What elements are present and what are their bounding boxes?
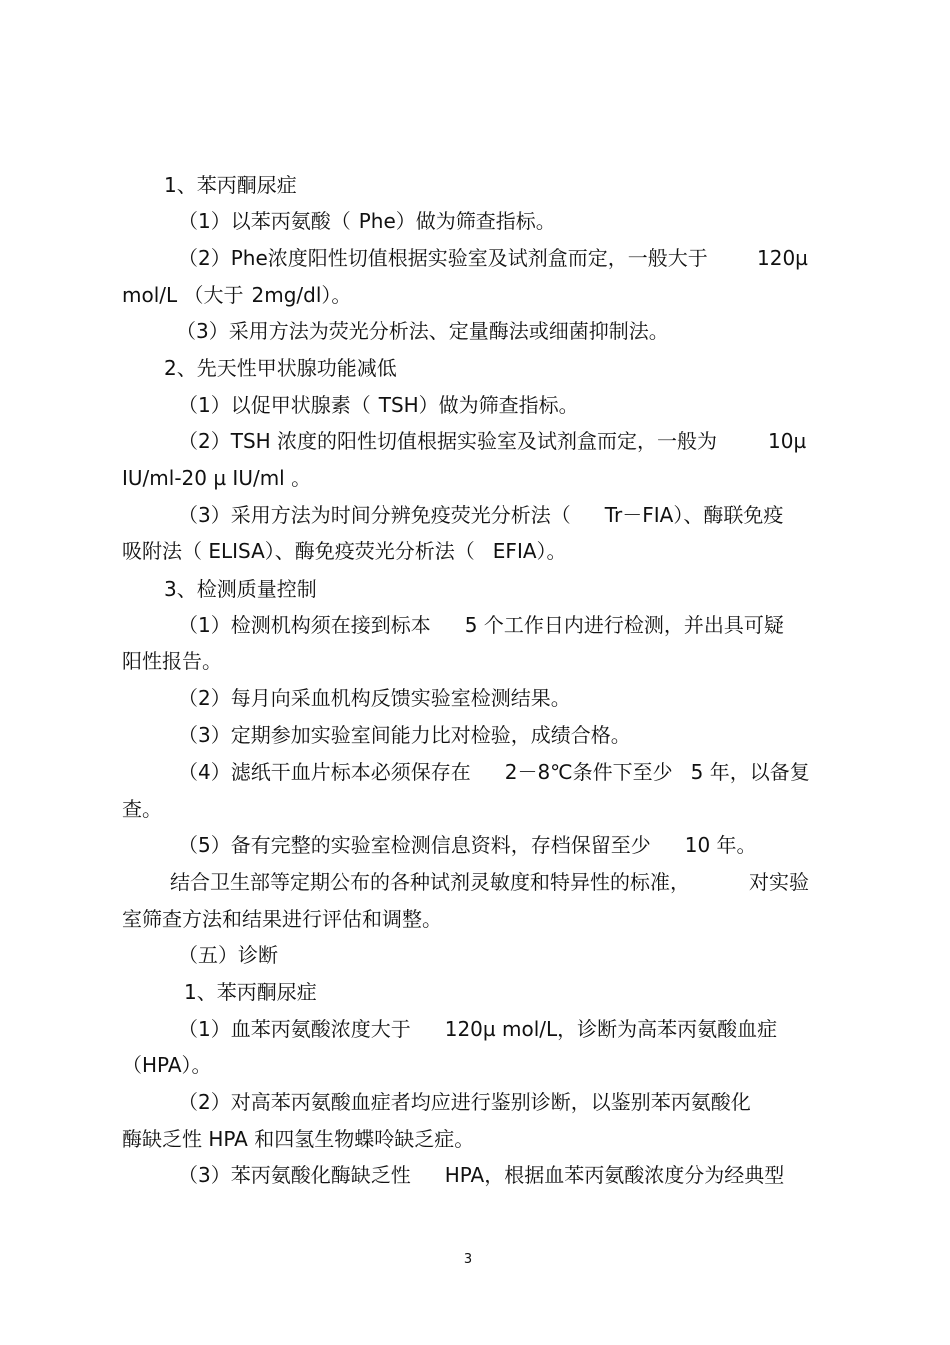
heading-pku-diagnosis: 1、苯丙酮尿症 [184, 980, 317, 1004]
heading-pku: 1、苯丙酮尿症 [164, 173, 297, 197]
paragraph-line: 酶缺乏性 HPA 和四氢生物蝶呤缺乏症。 [122, 1127, 475, 1151]
paragraph-line: （3）苯丙氨酸化酶缺乏性 HPA，根据血苯丙氨酸浓度分为经典型 [178, 1163, 785, 1187]
heading-hypothyroidism: 2、先天性甲状腺功能减低 [164, 356, 397, 380]
paragraph-line: 室筛查方法和结果进行评估和调整。 [122, 907, 442, 931]
paragraph-line: 结合卫生部等定期公布的各种试剂灵敏度和特异性的标准， [170, 870, 690, 894]
paragraph-line: （5）备有完整的实验室检测信息资料，存档保留至少 10 年。 [178, 833, 757, 857]
paragraph-line: 阳性报告。 [122, 649, 222, 673]
paragraph-line: 吸附法（ ELISA）、酶免疫荧光分析法（ EFIA）。 [122, 539, 567, 563]
paragraph-line-end: 10µ [768, 429, 807, 453]
paragraph-line: （1）血苯丙氨酸浓度大于 120µ mol/L，诊断为高苯丙氨酸血症 [178, 1017, 778, 1041]
paragraph-line: （2）每月向采血机构反馈实验室检测结果。 [178, 686, 571, 710]
paragraph-line: IU/ml-20 µ IU/ml 。 [122, 466, 312, 490]
paragraph-line: （1）以促甲状腺素（ TSH）做为筛查指标。 [178, 393, 579, 417]
paragraph-line: （3）采用方法为荧光分析法、定量酶法或细菌抑制法。 [176, 319, 669, 343]
paragraph-line-end: 120µ [757, 246, 808, 270]
paragraph-line-end: 对实验 [749, 870, 809, 894]
paragraph-line: 查。 [122, 797, 162, 821]
heading-quality-control: 3、检测质量控制 [164, 577, 317, 601]
paragraph-line: （3）定期参加实验室间能力比对检验，成绩合格。 [178, 723, 631, 747]
paragraph-line: （1）以苯丙氨酸（ Phe）做为筛查指标。 [178, 209, 556, 233]
paragraph-line: （3）采用方法为时间分辨免疫荧光分析法（ Tr－FIA）、酶联免疫 [178, 503, 784, 527]
paragraph-line: （2）Phe浓度阳性切值根据实验室及试剂盒而定，一般大于 [178, 246, 708, 270]
section-heading-diagnosis: （五）诊断 [178, 943, 278, 967]
paragraph-line: （2）对高苯丙氨酸血症者均应进行鉴别诊断，以鉴别苯丙氨酸化 [178, 1090, 751, 1114]
page-number: 3 [463, 1252, 473, 1267]
paragraph-line: （HPA）。 [122, 1053, 212, 1077]
paragraph-line: （2）TSH 浓度的阳性切值根据实验室及试剂盒而定，一般为 [178, 429, 718, 453]
paragraph-line: （1）检测机构须在接到标本 5 个工作日内进行检测，并出具可疑 [178, 613, 784, 637]
paragraph-line: （4）滤纸干血片标本必须保存在 2－8℃条件下至少 5 年，以备复 [178, 760, 810, 784]
paragraph-line: mol/L （大于 2mg/dl）。 [122, 283, 352, 307]
